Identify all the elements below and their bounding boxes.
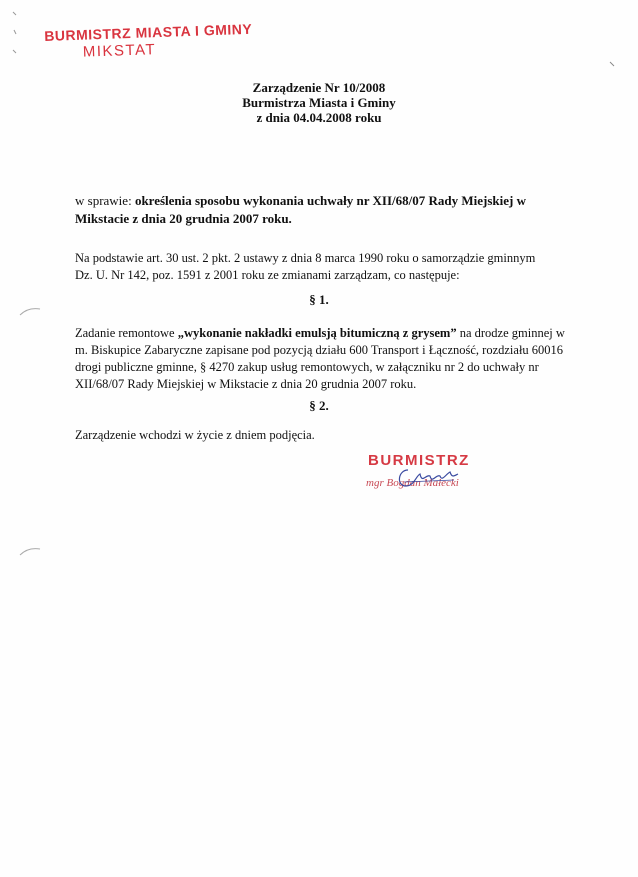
signatory-name: mgr Bogdan Małecki [366, 477, 459, 489]
document-header [0, 80, 638, 125]
section-2-heading: § 2. [309, 398, 329, 413]
signature-stamp [368, 452, 508, 489]
margin-mark-1 [18, 305, 42, 319]
task-name: „wykonanie nakładki emulsją bitumiczną z grysem” [177, 326, 457, 340]
section-2-paragraph: Zarządzenie wchodzi w życie z dniem podjęcia. [75, 428, 315, 442]
stamp-line-1: BURMISTRZ MIASTA I GMINY [44, 20, 253, 44]
corner-dot [608, 60, 618, 70]
section-1-paragraph [75, 325, 565, 393]
mayor-stamp [44, 21, 253, 62]
subject [75, 192, 545, 228]
section-1-heading: § 1. [309, 292, 329, 307]
signature-title: BURMISTRZ [368, 452, 470, 469]
paragraph-2-post: na drodze gminnej w m. Biskupice Zabaryczne zapisane pod pozycją działu 600 Transport i Łączność, rozdziału 60016 drogi publiczne gminne, § 4270 zakup usług remontowych, w załączniku nr 2 do uchwały nr XII/68/07 Rady Miejskiej w Mikstacie z dnia 20 grudnia 2007 roku. [75, 326, 565, 391]
stamp-line-2: MIKSTAT [82, 41, 157, 61]
legal-basis-paragraph: Na podstawie art. 30 ust. 2 pkt. 2 ustawy z dnia 8 marca 1990 roku o samorządzie gminnym Dz. U. Nr 142, poz. 1591 z 2001 roku ze zmianami zarządzam, co następuje: [75, 251, 536, 282]
order-number: Zarządzenie Nr 10/2008 [252, 80, 386, 95]
paragraph-2-pre: Zadanie remontowe [75, 326, 178, 340]
subject-prefix: w sprawie: [75, 193, 135, 208]
subject-text: określenia sposobu wykonania uchwały nr XII/68/07 Rady Miejskiej w Mikstacie z dnia 20 grudnia 2007 roku. [75, 193, 526, 226]
margin-mark-2 [18, 545, 42, 559]
issuer: Burmistrza Miasta i Gminy [242, 95, 396, 110]
order-date: z dnia 04.04.2008 roku [256, 110, 382, 125]
handwritten-signature-icon [394, 466, 464, 492]
margin-marks [10, 10, 22, 70]
